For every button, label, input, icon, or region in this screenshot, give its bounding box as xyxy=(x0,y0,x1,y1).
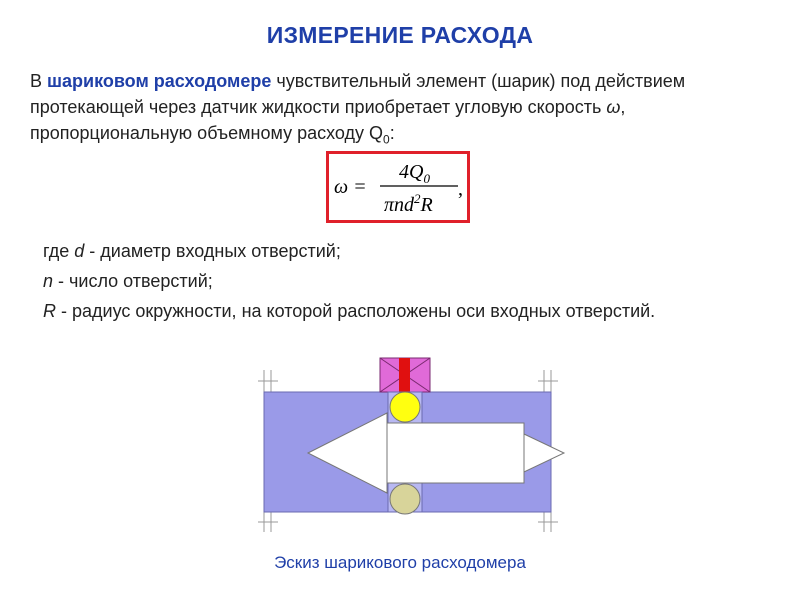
definition-d: где d - диаметр входных отверстий; xyxy=(43,241,341,261)
para-text3: : xyxy=(389,123,395,143)
flow-arrow-shaft xyxy=(387,423,524,483)
formula xyxy=(329,154,467,220)
formula-comma: , xyxy=(458,178,463,200)
definition-R: R - радиус окружности, на которой расположены оси входных отверстий. xyxy=(43,301,656,321)
ball-top xyxy=(390,392,420,422)
formula-denominator: πnd$^2$R xyxy=(384,191,433,216)
formula-lhs: ω = xyxy=(334,176,367,198)
definitions-list xyxy=(43,236,743,326)
definition-n: n - число отверстий; xyxy=(43,271,213,291)
sensor-bar xyxy=(399,358,410,392)
ball-bottom xyxy=(390,484,420,514)
para-prefix: В xyxy=(30,71,48,91)
diagram-caption: Эскиз шарикового расходомера xyxy=(274,553,526,572)
para-subscript: 0 xyxy=(383,132,390,147)
para-text2: , пропорциональную объемному расходу Q xyxy=(30,97,626,143)
para-text1: чувствительный элемент (шарик) под действием протекающей через датчик жидкости приобретает угловую скорость xyxy=(30,71,686,117)
intro-paragraph xyxy=(30,68,775,153)
page-title: ИЗМЕРЕНИЕ РАСХОДА xyxy=(266,22,534,48)
formula-box xyxy=(326,151,470,223)
para-highlight: шариковом расходомере xyxy=(47,71,272,91)
flowmeter-sketch xyxy=(250,352,570,532)
para-omega: ω xyxy=(606,97,621,117)
formula-numerator: $4Q_0$ xyxy=(399,161,430,186)
